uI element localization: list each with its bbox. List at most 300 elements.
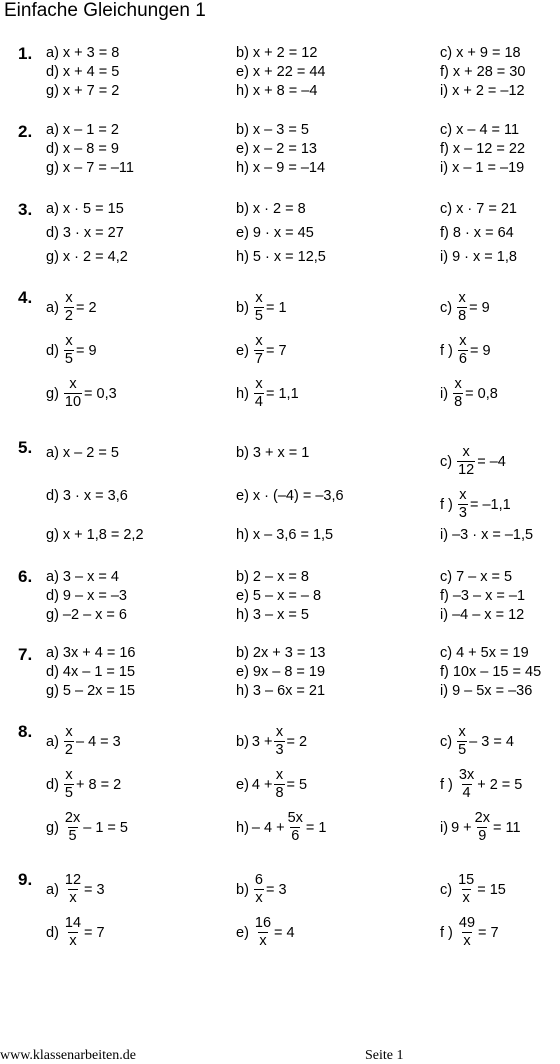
equation: [46, 526, 144, 545]
equation: [440, 200, 517, 219]
fraction-denominator: x: [255, 890, 263, 906]
equation: [440, 568, 512, 587]
equation-label: c): [440, 569, 453, 585]
equation-label: f ): [440, 924, 453, 941]
equation-prefix: 3 +: [251, 733, 273, 750]
equation-rest: = 7: [84, 924, 105, 941]
fraction-numerator: x: [65, 724, 73, 740]
equation-rest: – 3 = 4: [469, 733, 514, 750]
equation: [440, 44, 521, 63]
fraction-numerator: x: [65, 767, 73, 783]
equation-label: d): [46, 342, 59, 359]
equation: [236, 82, 317, 101]
exercise-number: 2.: [18, 122, 33, 141]
equation-prefix: 4 +: [251, 776, 273, 793]
equation-label: h): [236, 607, 249, 623]
equation: [236, 290, 287, 325]
equation: [46, 767, 121, 802]
equation-label: a): [46, 569, 59, 585]
equation-rest: = 3: [84, 881, 105, 898]
equation-label: h): [236, 819, 249, 836]
fraction-denominator: 10: [64, 394, 82, 410]
equation: [440, 526, 533, 545]
equation-prefix: 9 +: [451, 819, 472, 836]
fraction-numerator: 2x: [64, 810, 81, 826]
equation-label: f): [440, 225, 449, 241]
fraction-denominator: 2: [64, 308, 73, 324]
fraction-numerator: x: [69, 376, 77, 392]
equation-label: d): [46, 776, 59, 793]
fraction-numerator: x: [458, 724, 466, 740]
equation: [236, 724, 307, 759]
equation-text: 9 – x = –3: [62, 588, 127, 604]
fraction-denominator: 6: [458, 351, 467, 367]
equation: [46, 587, 127, 606]
fraction-numerator: x: [65, 290, 73, 306]
fraction-denominator: 5: [68, 828, 77, 844]
fraction: [254, 376, 264, 411]
equation-text: x · (–4) = –3,6: [252, 488, 344, 504]
fraction-denominator: 7: [254, 351, 263, 367]
equation: [440, 872, 506, 907]
equation-label: d): [46, 588, 59, 604]
fraction-numerator: x: [275, 767, 284, 783]
equation-label: g): [46, 249, 59, 265]
equation-text: x – 12 = 22: [452, 141, 526, 157]
equation: [236, 587, 321, 606]
equation-label: a): [46, 645, 59, 661]
fraction-denominator: x: [69, 933, 77, 949]
equation: [46, 663, 135, 682]
equation-text: 5 – x = – 8: [252, 588, 322, 604]
equation-text: x – 4 = 11: [456, 122, 520, 138]
exercise-number: 9.: [18, 870, 33, 889]
fraction: [64, 872, 82, 907]
equation: [236, 248, 326, 267]
equation-text: 8 · x = 64: [452, 225, 514, 241]
equation: [440, 724, 514, 759]
equation-text: x + 28 = 30: [452, 64, 526, 80]
equation-text: 2x + 3 = 13: [252, 645, 326, 661]
fraction: [458, 915, 476, 950]
equation-label: e): [236, 588, 249, 604]
equation-label: a): [46, 45, 59, 61]
equation-label: a): [46, 445, 59, 461]
equation-text: 5 · x = 12,5: [252, 249, 326, 265]
equation: [46, 915, 105, 950]
equation-text: 3 – 6x = 21: [252, 683, 326, 699]
equation: [440, 121, 519, 140]
equation: [236, 333, 287, 368]
equation-text: 4x – 1 = 15: [62, 664, 136, 680]
fraction-denominator: 5: [458, 742, 467, 758]
equation: [236, 63, 325, 82]
fraction-numerator: 6: [254, 872, 263, 888]
fraction-denominator: x: [69, 890, 77, 906]
equation-rest: = 5: [286, 776, 308, 793]
fraction-denominator: 8: [454, 394, 463, 410]
equation: [46, 444, 119, 463]
equation-label: e): [236, 342, 249, 359]
equation-rest: = 1,1: [265, 385, 299, 402]
fraction-numerator: x: [459, 487, 467, 503]
equation-rest: – 1 = 5: [83, 819, 128, 836]
equation-text: 3 – x = 5: [252, 607, 309, 623]
equation-label: h): [236, 683, 249, 699]
equation-rest: = 4: [274, 924, 295, 941]
equation: [46, 724, 121, 759]
equation-text: x · 2 = 8: [252, 201, 306, 217]
fraction-numerator: 15: [458, 872, 475, 888]
equation-label: a): [46, 201, 59, 217]
fraction-denominator: 6: [291, 828, 300, 844]
fraction-numerator: x: [255, 333, 263, 349]
equation-text: 5 – 2x = 15: [62, 683, 136, 699]
equation-rest: = 9: [469, 342, 491, 359]
equation-label: e): [236, 64, 249, 80]
equation-label: b): [236, 45, 249, 61]
equation: [236, 159, 325, 178]
equation: [46, 159, 134, 178]
equation: [440, 248, 517, 267]
equation: [440, 644, 529, 663]
equation-label: e): [236, 924, 249, 941]
fraction-denominator: 5: [254, 308, 263, 324]
equation: [440, 915, 499, 950]
equation-label: d): [46, 64, 59, 80]
fraction-numerator: 49: [458, 915, 476, 931]
equation: [236, 644, 325, 663]
equation-text: x + 2 = 12: [252, 45, 318, 61]
equation-label: c): [440, 45, 453, 61]
exercise-number: 4.: [18, 288, 33, 307]
equation-rest: = 15: [477, 881, 506, 898]
equation: [440, 82, 525, 101]
equation-rest: = 11: [492, 819, 521, 836]
equation: [46, 872, 105, 907]
equation-text: x + 1,8 = 2,2: [62, 527, 144, 543]
exercise-number: 8.: [18, 722, 33, 741]
fraction: [453, 376, 463, 411]
equation-text: 2 – x = 8: [252, 569, 309, 585]
fraction: [474, 810, 491, 845]
footer-page-number: Seite 1: [365, 1048, 404, 1063]
fraction: [274, 724, 284, 759]
equation-rest: = 9: [469, 299, 490, 316]
equation-text: x – 8 = 9: [62, 141, 119, 157]
equation-label: f ): [440, 496, 453, 513]
equation: [440, 63, 525, 82]
equation-rest: = 0,8: [465, 385, 498, 402]
equation: [440, 159, 524, 178]
equation-label: c): [440, 201, 453, 217]
equation-label: f): [440, 141, 449, 157]
fraction-numerator: 2x: [474, 810, 490, 826]
fraction-numerator: x: [459, 333, 467, 349]
fraction-denominator: 2: [64, 742, 73, 758]
fraction: [64, 810, 81, 845]
equation-rest: = 1: [305, 819, 327, 836]
equation: [46, 200, 124, 219]
fraction-denominator: 3: [458, 505, 467, 521]
fraction: [64, 724, 74, 759]
equation: [46, 121, 119, 140]
fraction-denominator: 8: [275, 785, 284, 801]
equation: [46, 44, 119, 63]
equation: [236, 606, 309, 625]
equation: [46, 290, 97, 325]
equation-rest: + 8 = 2: [75, 776, 122, 793]
equation-label: b): [236, 881, 249, 898]
equation-prefix: – 4 +: [251, 819, 285, 836]
equation: [440, 444, 506, 479]
fraction: [457, 872, 475, 907]
equation-label: d): [46, 488, 59, 504]
equation-label: g): [46, 160, 59, 176]
equation: [236, 444, 309, 463]
equation-rest: = 7: [265, 342, 287, 359]
equation-label: h): [236, 83, 249, 99]
equation-label: e): [236, 488, 249, 504]
equation: [236, 140, 317, 159]
equation: [236, 121, 309, 140]
equation-label: h): [236, 160, 249, 176]
equation-label: c): [440, 881, 453, 898]
fraction: [64, 290, 74, 325]
equation: [46, 82, 119, 101]
equation-text: x – 2 = 13: [252, 141, 317, 157]
equation-text: 3 – x = 4: [62, 569, 119, 585]
equation: [440, 376, 498, 411]
equation-label: i): [440, 160, 449, 176]
equation-label: d): [46, 924, 59, 941]
fraction-denominator: 5: [64, 351, 73, 367]
fraction: [64, 915, 82, 950]
equation-text: x – 3 = 5: [252, 122, 309, 138]
equation-label: i): [440, 83, 449, 99]
fraction-denominator: 8: [458, 308, 467, 324]
equation: [236, 526, 333, 545]
equation-rest: = 2: [75, 299, 97, 316]
equation-text: x · 5 = 15: [62, 201, 124, 217]
equation: [440, 587, 525, 606]
fraction-numerator: x: [275, 724, 284, 740]
equation-label: f ): [440, 342, 453, 359]
equation-label: g): [46, 527, 59, 543]
equation-text: 9 – 5x = –36: [452, 683, 533, 699]
equation-text: 9x – 8 = 19: [252, 664, 326, 680]
fraction: [254, 872, 264, 907]
footer-website: www.klassenarbeiten.de: [0, 1048, 136, 1063]
equation: [440, 333, 491, 368]
equation-text: 9 · x = 1,8: [452, 249, 517, 265]
equation-label: c): [440, 122, 453, 138]
equation-rest: = –1,1: [469, 496, 511, 513]
fraction-denominator: x: [462, 890, 470, 906]
equation-rest: + 2 = 5: [477, 776, 523, 793]
equation: [236, 44, 317, 63]
fraction-numerator: 14: [64, 915, 82, 931]
equation: [440, 663, 541, 682]
equation-label: b): [236, 299, 249, 316]
page-title: Einfache Gleichungen 1: [4, 0, 206, 21]
equation-label: f ): [440, 776, 453, 793]
equation: [440, 682, 532, 701]
equation: [440, 767, 522, 802]
equation-text: x + 4 = 5: [62, 64, 120, 80]
equation: [46, 376, 117, 411]
equation-label: i): [440, 527, 449, 543]
equation-label: e): [236, 141, 249, 157]
exercise-number: 3.: [18, 200, 33, 219]
equation-label: i): [440, 819, 449, 836]
equation: [440, 224, 514, 243]
equation-label: e): [236, 664, 249, 680]
fraction-denominator: 4: [254, 394, 263, 410]
equation-text: 3 · x = 27: [62, 225, 124, 241]
equation-text: x + 22 = 44: [252, 64, 326, 80]
equation-label: g): [46, 83, 59, 99]
fraction: [64, 376, 82, 411]
fraction: [254, 915, 272, 950]
equation-text: x – 3,6 = 1,5: [252, 527, 334, 543]
fraction-numerator: x: [255, 376, 263, 392]
equation-label: c): [440, 645, 453, 661]
equation-rest: – 4 = 3: [75, 733, 121, 750]
equation: [236, 663, 325, 682]
equation-text: x – 2 = 5: [62, 445, 119, 461]
fraction-denominator: 9: [478, 828, 487, 844]
equation-text: 9 · x = 45: [252, 225, 314, 241]
fraction-numerator: x: [65, 333, 73, 349]
equation: [46, 248, 128, 267]
fraction: [457, 724, 467, 759]
fraction-denominator: 3: [275, 742, 284, 758]
equation: [440, 810, 521, 845]
equation-text: 3 · x = 3,6: [62, 488, 128, 504]
fraction-numerator: x: [458, 290, 466, 306]
equation: [236, 224, 314, 243]
fraction: [457, 444, 475, 479]
equation: [46, 63, 119, 82]
equation-label: d): [46, 141, 59, 157]
exercise-number: 5.: [18, 438, 33, 457]
equation-label: c): [440, 453, 453, 470]
fraction: [64, 333, 74, 368]
fraction: [458, 767, 475, 802]
equation-label: h): [236, 249, 249, 265]
equation: [236, 767, 307, 802]
equation-rest: = 2: [286, 733, 308, 750]
equation-label: h): [236, 385, 249, 402]
equation-label: b): [236, 445, 249, 461]
equation-text: x + 8 = –4: [252, 83, 318, 99]
fraction: [254, 290, 264, 325]
fraction: [458, 487, 468, 522]
equation-label: b): [236, 201, 249, 217]
fraction-numerator: 12: [64, 872, 82, 888]
equation: [236, 568, 309, 587]
equation-rest: = 0,3: [84, 385, 117, 402]
exercise-number: 6.: [18, 567, 33, 586]
equation: [440, 606, 524, 625]
fraction-numerator: 5x: [287, 810, 303, 826]
equation: [440, 290, 490, 325]
equation-rest: = –4: [477, 453, 506, 470]
equation-text: 4 + 5x = 19: [456, 645, 529, 661]
exercise-number: 1.: [18, 44, 33, 63]
equation-label: b): [236, 733, 249, 750]
equation-text: x + 3 = 8: [62, 45, 120, 61]
equation-text: –2 – x = 6: [62, 607, 127, 623]
equation-label: e): [236, 776, 249, 793]
equation-label: a): [46, 733, 59, 750]
equation-rest: = 3: [265, 881, 287, 898]
equation: [236, 200, 306, 219]
equation-label: c): [440, 733, 453, 750]
equation-label: i): [440, 607, 449, 623]
equation-label: g): [46, 607, 59, 623]
equation-label: f): [440, 664, 449, 680]
fraction-numerator: x: [255, 290, 263, 306]
equation-label: a): [46, 122, 59, 138]
fraction-denominator: 5: [64, 785, 73, 801]
fraction-numerator: 3x: [458, 767, 475, 783]
equation: [46, 606, 127, 625]
equation-label: i): [440, 385, 449, 402]
fraction: [274, 767, 284, 802]
equation-text: x – 9 = –14: [252, 160, 326, 176]
equation-rest: = 7: [478, 924, 499, 941]
equation-label: a): [46, 881, 59, 898]
equation: [46, 644, 135, 663]
equation-text: x + 7 = 2: [62, 83, 120, 99]
equation-label: b): [236, 645, 249, 661]
equation-label: i): [440, 683, 449, 699]
equation-text: 7 – x = 5: [456, 569, 513, 585]
equation-label: i): [440, 249, 449, 265]
equation-text: x + 2 = –12: [452, 83, 525, 99]
equation-text: –4 – x = 12: [452, 607, 525, 623]
fraction-denominator: x: [259, 933, 267, 949]
equation-label: c): [440, 299, 453, 316]
equation-rest: = 1: [265, 299, 287, 316]
fraction-denominator: x: [463, 933, 471, 949]
equation-text: –3 – x = –1: [452, 588, 526, 604]
fraction-denominator: 12: [458, 462, 475, 478]
fraction: [457, 290, 467, 325]
equation: [236, 682, 325, 701]
fraction-denominator: 4: [462, 785, 471, 801]
equation: [236, 376, 299, 411]
equation: [440, 487, 511, 522]
equation-label: g): [46, 385, 59, 402]
equation-label: h): [236, 527, 249, 543]
equation-label: b): [236, 569, 249, 585]
equation: [440, 140, 525, 159]
equation-label: g): [46, 819, 59, 836]
equation-text: x · 7 = 21: [456, 201, 517, 217]
equation: [46, 682, 135, 701]
equation: [236, 872, 287, 907]
equation-rest: = 9: [75, 342, 97, 359]
equation: [236, 810, 326, 845]
exercise-number: 7.: [18, 645, 33, 664]
equation-text: x – 7 = –11: [62, 160, 134, 176]
equation-label: f): [440, 64, 449, 80]
equation: [236, 915, 295, 950]
equation: [46, 487, 128, 506]
